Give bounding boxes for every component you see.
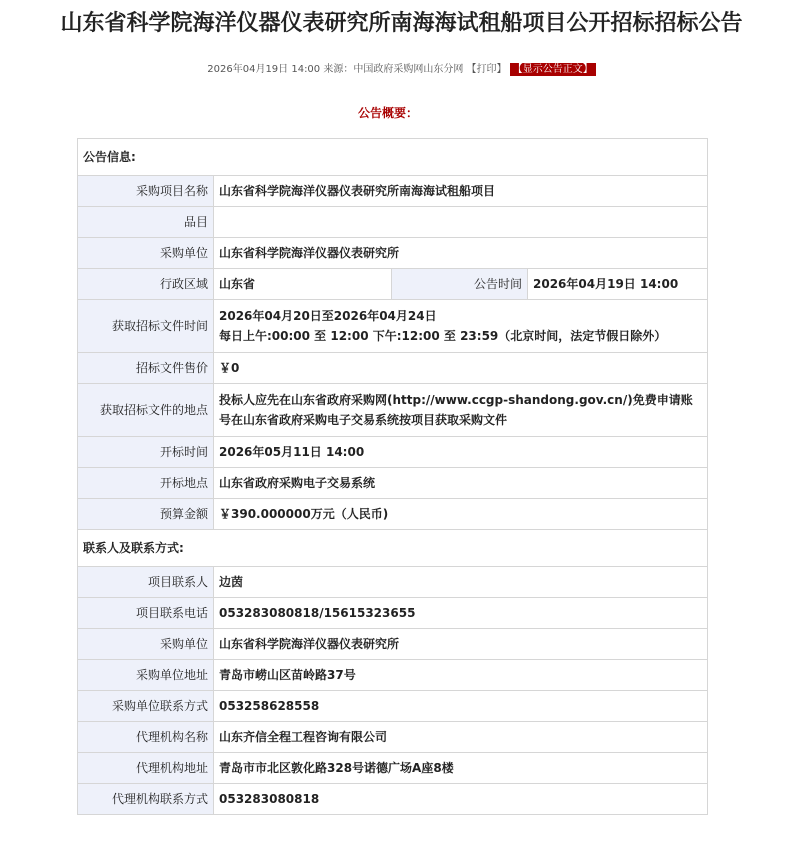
table-row	[78, 567, 708, 598]
get-doc-time-dates: 2026年04月20日至2026年04月24日	[219, 309, 437, 323]
region-value: 山东省	[214, 269, 392, 300]
table-row	[78, 269, 708, 300]
field-label: 采购单位联系方式	[78, 691, 214, 722]
summary-heading: 公告概要：	[357, 106, 418, 120]
get-doc-time-hours: 每日上午:00:00 至 12:00 下午:12:00 至 23:59（北京时间，法定节假日除外）	[219, 329, 667, 343]
get-doc-place-line: 投标人应先在山东省政府采购网(http://www.ccgp-shandong.gov.cn/)免费申请账	[219, 393, 693, 407]
get-doc-place-line: 号在山东省政府采购电子交易系统按项目获取采购文件	[219, 413, 508, 427]
field-label: 代理机构地址	[78, 753, 214, 784]
table-row	[78, 238, 708, 269]
print-link[interactable]: 【打印】	[466, 64, 507, 75]
field-label: 行政区域	[78, 269, 214, 300]
show-full-text-button[interactable]: 【显示公告正文】	[510, 63, 596, 76]
agency-address-value: 青岛市市北区敦化路328号诺德广场A座8楼	[214, 753, 708, 784]
purchaser-value: 山东省科学院海洋仪器仪表研究所	[214, 238, 708, 269]
table-row	[78, 437, 708, 468]
field-label: 采购单位	[78, 629, 214, 660]
open-time-value: 2026年05月11日 14:00	[214, 437, 708, 468]
table-row	[78, 784, 708, 815]
doc-price-value: ￥0	[214, 353, 708, 384]
project-name-value: 山东省科学院海洋仪器仪表研究所南海海试租船项目	[214, 176, 708, 207]
table-row	[78, 384, 708, 437]
field-label: 预算金额	[78, 499, 214, 530]
table-row	[78, 499, 708, 530]
field-label: 开标地点	[78, 468, 214, 499]
page-title: 山东省科学院海洋仪器仪表研究所南海海试租船项目公开招标招标公告	[60, 11, 743, 36]
section-title-contact: 联系人及联系方式:	[78, 530, 708, 567]
category-value	[214, 207, 708, 238]
field-label: 招标文件售价	[78, 353, 214, 384]
announcement-info-table	[77, 138, 708, 815]
field-label: 项目联系电话	[78, 598, 214, 629]
table-row	[78, 598, 708, 629]
field-label: 品目	[78, 207, 214, 238]
field-label: 获取招标文件的地点	[78, 384, 214, 437]
table-row	[78, 468, 708, 499]
field-label: 开标时间	[78, 437, 214, 468]
source-name: 中国政府采购网山东分网	[353, 64, 464, 75]
table-row	[78, 353, 708, 384]
contact-phone-value: 053283080818/15615323655	[214, 598, 708, 629]
agency-name-value: 山东齐信全程工程咨询有限公司	[214, 722, 708, 753]
table-row	[78, 660, 708, 691]
get-doc-place-value	[214, 384, 708, 437]
source-label: 来源：	[323, 64, 354, 75]
purchaser-phone-value: 053258628558	[214, 691, 708, 722]
field-label: 公告时间	[392, 269, 528, 300]
table-row	[78, 722, 708, 753]
contact-person-value: 边茵	[214, 567, 708, 598]
table-row	[78, 300, 708, 353]
purchaser-address-value: 青岛市崂山区苗岭路37号	[214, 660, 708, 691]
open-place-value: 山东省政府采购电子交易系统	[214, 468, 708, 499]
section-title-info: 公告信息:	[78, 139, 708, 176]
section-row-info	[78, 139, 708, 176]
field-label: 获取招标文件时间	[78, 300, 214, 353]
field-label: 采购单位	[78, 238, 214, 269]
table-row	[78, 691, 708, 722]
table-row	[78, 753, 708, 784]
contact-purchaser-value: 山东省科学院海洋仪器仪表研究所	[214, 629, 708, 660]
field-label: 代理机构联系方式	[78, 784, 214, 815]
field-label: 代理机构名称	[78, 722, 214, 753]
table-row	[78, 207, 708, 238]
field-label: 项目联系人	[78, 567, 214, 598]
section-row-contact	[78, 530, 708, 567]
budget-value: ￥390.000000万元（人民币)	[214, 499, 708, 530]
publish-time-value: 2026年04月19日 14:00	[528, 269, 708, 300]
announcement-meta	[0, 63, 803, 77]
field-label: 采购项目名称	[78, 176, 214, 207]
field-label: 采购单位地址	[78, 660, 214, 691]
agency-phone-value: 053283080818	[214, 784, 708, 815]
get-doc-time-value	[214, 300, 708, 353]
table-row	[78, 176, 708, 207]
publish-datetime: 2026年04月19日 14:00	[207, 64, 321, 75]
table-row	[78, 629, 708, 660]
